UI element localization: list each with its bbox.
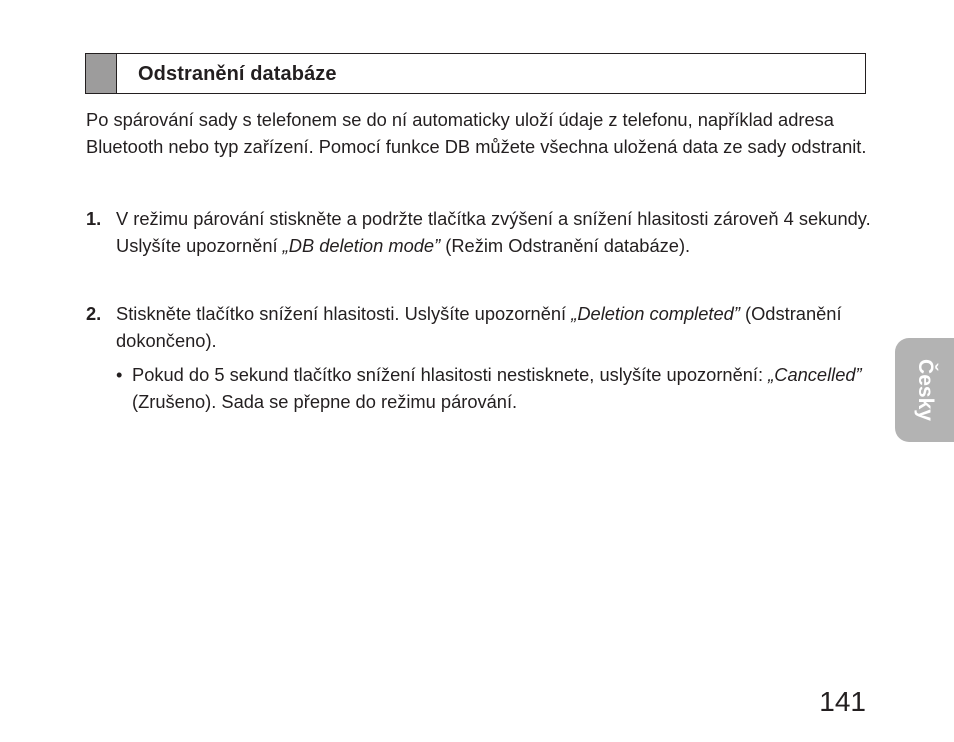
bullet-symbol: • [116,364,123,385]
bullet-quote: „Cancelled” [768,364,862,385]
step-2 [86,301,876,354]
section-heading [85,53,866,94]
step-number: 2. [86,303,102,324]
step-1 [86,206,876,259]
step-quote: „Deletion completed” [571,303,740,324]
bullet-text: Pokud do 5 sekund tlačítko snížení hlasitosti nestisknete, uslyšíte upozornění: „Cancelled” (Zrušeno). Sada se přepne do režimu párování. [132,364,862,412]
intro-paragraph: Po spárování sady s telefonem se do ní automaticky uloží údaje z telefonu, například adresa Bluetooth nebo typ zařízení. Pomocí funkce DB můžete všechna uložená data ze sady odstranit. [86,109,867,157]
section-title: Odstranění databáze [138,63,337,85]
page-number: 141 [819,686,866,717]
language-tab [895,338,954,442]
step-text: Stiskněte tlačítko snížení hlasitosti. Uslyšíte upozornění „Deletion completed” (Odstranění dokončeno). [116,303,842,351]
bullet-note [116,362,876,415]
heading-marker [86,54,117,93]
language-label: Česky [913,359,937,421]
step-text: V režimu párování stiskněte a podržte tlačítka zvýšení a snížení hlasitosti zároveň 4 sekundy. Uslyšíte upozornění „DB deletion mode” (Režim Odstranění databáze). [116,208,871,256]
step-quote: „DB deletion mode” [282,234,441,256]
step-number: 1. [86,208,102,229]
